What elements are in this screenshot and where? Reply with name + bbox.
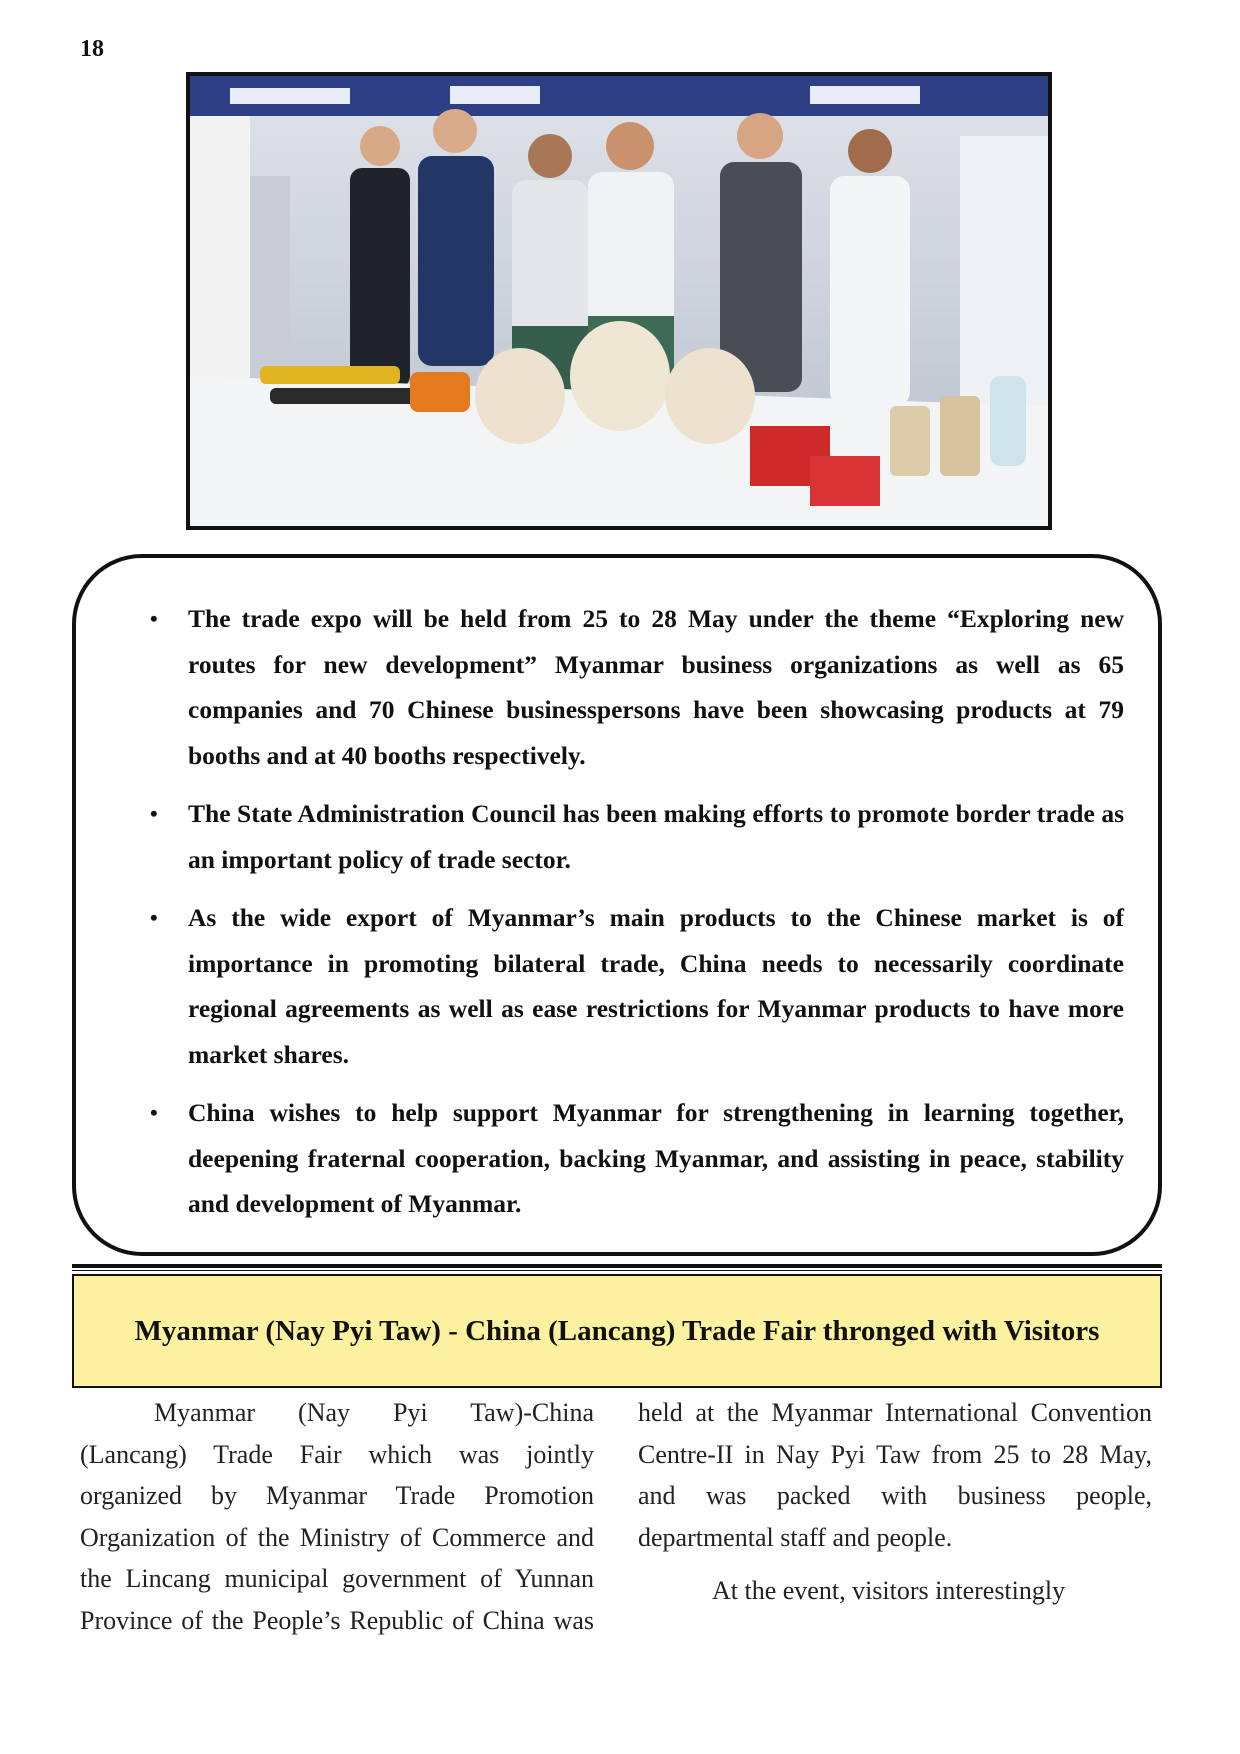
trade-fair-photo <box>186 72 1052 530</box>
article-paragraph: Myanmar (Nay Pyi Taw)-China (Lancang) Trade Fair which was jointly organized by Myanmar Trade Promotion Organization of the Ministry of Commerce and the Lincang municipal government of Yunnan Province of the People’s Republic of China was held at the Myanmar International Convention Centre-II in Nay Pyi Taw from 25 to 28 May, and was packed with business people, departmental staff and people. <box>80 1398 1152 1635</box>
highlight-text: China wishes to help support Myanmar for strengthening in learning together, deepening fraternal cooperation, backing Myanmar, and assisting in peace, stability and development of Myanmar. <box>188 1098 1124 1218</box>
section-divider <box>72 1264 1162 1268</box>
highlight-text: The State Administration Council has been making efforts to promote border trade as an important policy of trade sector. <box>188 799 1124 874</box>
highlight-item <box>112 791 1124 882</box>
highlight-item <box>112 1090 1124 1227</box>
highlight-item <box>112 596 1124 778</box>
article-body <box>80 1392 1152 1641</box>
highlight-text: The trade expo will be held from 25 to 28 May under the theme “Exploring new routes for new development” Myanmar business organizations as well as 65 companies and 70 Chinese businesspersons have been showcasing products at 79 booths and at 40 booths respectively. <box>188 604 1124 770</box>
article-paragraph: At the event, visitors interestingly <box>712 1576 1066 1605</box>
section-divider-thin <box>72 1270 1162 1271</box>
bullet-icon: • <box>150 1100 158 1125</box>
bullet-icon: • <box>150 905 158 930</box>
page-number: 18 <box>80 36 104 62</box>
headline-box <box>72 1274 1162 1388</box>
bullet-icon: • <box>150 801 158 826</box>
highlight-item <box>112 895 1124 1077</box>
highlight-text: As the wide export of Myanmar’s main products to the Chinese market is of importance in promoting bilateral trade, China needs to necessarily coordinate regional agreements as well as ease restrictions for Myanmar products to have more market shares. <box>188 903 1124 1069</box>
bullet-icon: • <box>150 606 158 631</box>
highlights-box <box>72 554 1162 1256</box>
photo-illustration <box>190 76 1048 526</box>
article-headline: Myanmar (Nay Pyi Taw) - China (Lancang) Trade Fair thronged with Visitors <box>134 1314 1100 1347</box>
highlights-list <box>112 596 1124 1227</box>
